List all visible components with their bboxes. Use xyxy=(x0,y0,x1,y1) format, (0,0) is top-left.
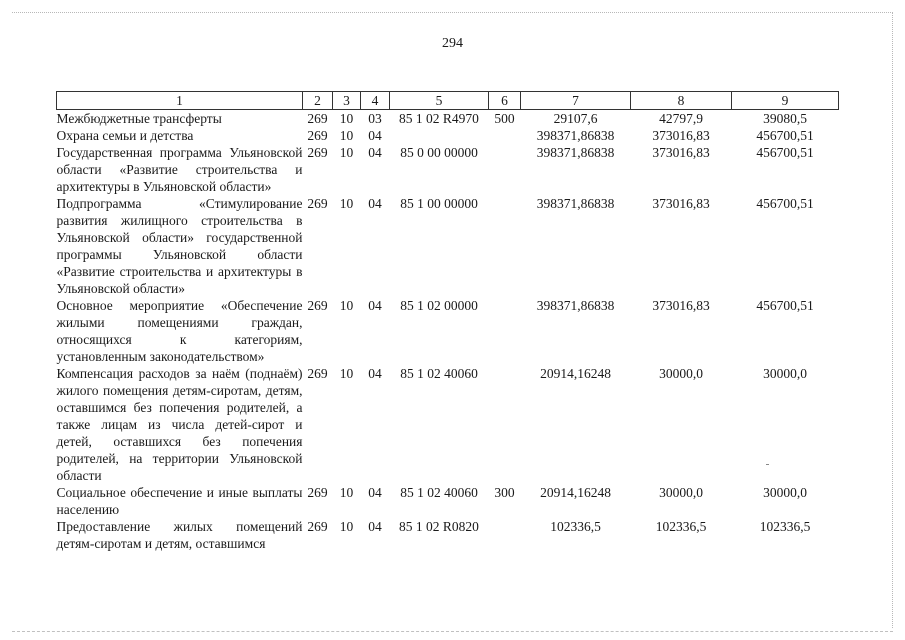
budget-table xyxy=(56,91,839,552)
scan-speck xyxy=(766,464,769,465)
column-header: 2 xyxy=(303,92,333,110)
cell-subsection: 04 xyxy=(368,519,382,534)
row-name: Межбюджетные трансферты xyxy=(56,111,222,126)
table-row xyxy=(57,127,839,144)
table-row xyxy=(57,365,839,484)
cell-sum-2: 30000,0 xyxy=(659,485,703,500)
cell-type xyxy=(489,127,521,144)
cell-sum-3: 30000,0 xyxy=(763,366,807,381)
cell-target: 85 1 02 R4970 xyxy=(399,111,479,126)
cell-type: 500 xyxy=(494,111,515,126)
row-name: Государственная программа Ульяновской области «Развитие строительства и архитектуры в Ульяновской области» xyxy=(56,145,303,194)
row-name: Компенсация расходов за наём (поднаём) жилого помещения детям-сиротам, детям, оставшимся без попечения родителей, а также лицам из числа детей-сирот и детей, оставшихся без попечения родителей, на территории Ульяновской области xyxy=(56,366,303,483)
cell-section: 10 xyxy=(339,128,354,143)
cell-admin: 269 xyxy=(307,145,328,160)
cell-sum-2: 42797,9 xyxy=(659,111,703,126)
column-header: 5 xyxy=(390,92,489,110)
cell-section: 10 xyxy=(339,111,354,126)
cell-section: 10 xyxy=(339,519,354,534)
table-row xyxy=(57,484,839,518)
cell-subsection: 04 xyxy=(368,298,382,313)
column-header: 4 xyxy=(361,92,390,110)
cell-sum-1: 29107,6 xyxy=(553,111,598,126)
cell-subsection: 04 xyxy=(368,128,382,143)
row-name: Предоставление жилых помещений детям-сиротам и детям, оставшимся xyxy=(56,519,303,551)
cell-target: 85 1 00 00000 xyxy=(400,196,478,211)
column-header: 3 xyxy=(333,92,361,110)
cell-type xyxy=(489,144,521,195)
cell-subsection: 04 xyxy=(368,366,382,381)
cell-sum-2: 373016,83 xyxy=(652,298,710,313)
cell-sum-3: 456700,51 xyxy=(756,298,814,313)
cell-type xyxy=(489,297,521,365)
row-name: Охрана семьи и детства xyxy=(56,128,194,143)
cell-sum-1: 398371,86838 xyxy=(536,128,615,143)
cell-sum-1: 398371,86838 xyxy=(536,145,615,160)
cell-subsection: 04 xyxy=(368,145,382,160)
cell-type xyxy=(489,518,521,552)
cell-target: 85 1 02 40060 xyxy=(400,485,478,500)
cell-section: 10 xyxy=(339,298,354,313)
cell-section: 10 xyxy=(339,196,354,211)
scan-edge-top xyxy=(12,12,893,13)
table-row xyxy=(57,518,839,552)
cell-subsection: 04 xyxy=(368,196,382,211)
cell-sum-3: 39080,5 xyxy=(763,111,807,126)
cell-target: 85 1 02 40060 xyxy=(400,366,478,381)
cell-sum-1: 398371,86838 xyxy=(536,196,615,211)
scan-edge-bottom xyxy=(12,631,893,632)
cell-sum-3: 30000,0 xyxy=(763,485,807,500)
cell-target: 85 1 02 R0820 xyxy=(399,519,479,534)
row-name: Социальное обеспечение и иные выплаты населению xyxy=(56,485,303,517)
table-row xyxy=(57,195,839,297)
cell-sum-1: 398371,86838 xyxy=(536,298,615,313)
row-name: Подпрограмма «Стимулирование развития жилищного строительства в Ульяновской области» государственной программы Ульяновской области «Развитие строительства и архитектуры в Ульяновской области» xyxy=(56,196,303,296)
table-row xyxy=(57,297,839,365)
cell-sum-2: 373016,83 xyxy=(652,145,710,160)
cell-sum-3: 456700,51 xyxy=(756,196,814,211)
column-header: 8 xyxy=(631,92,732,110)
column-header: 9 xyxy=(732,92,839,110)
cell-admin: 269 xyxy=(307,111,328,126)
cell-section: 10 xyxy=(339,145,354,160)
column-header: 1 xyxy=(57,92,303,110)
cell-target xyxy=(390,127,489,144)
cell-type xyxy=(489,365,521,484)
scan-edge-right xyxy=(892,12,893,628)
cell-sum-2: 30000,0 xyxy=(659,366,703,381)
table-row xyxy=(57,110,839,128)
row-name: Основное мероприятие «Обеспечение жилыми помещениями граждан, относящихся к категориям, установленным законодательством» xyxy=(56,298,303,364)
cell-sum-2: 373016,83 xyxy=(652,128,710,143)
cell-section: 10 xyxy=(339,366,354,381)
column-header: 6 xyxy=(489,92,521,110)
cell-sum-1: 20914,16248 xyxy=(540,366,611,381)
cell-admin: 269 xyxy=(307,128,328,143)
column-header: 7 xyxy=(521,92,631,110)
cell-sum-3: 102336,5 xyxy=(759,519,811,534)
table-row xyxy=(57,144,839,195)
page-number: 294 xyxy=(442,36,463,51)
cell-sum-1: 20914,16248 xyxy=(540,485,611,500)
cell-admin: 269 xyxy=(307,519,328,534)
cell-sum-1: 102336,5 xyxy=(550,519,601,534)
cell-sum-2: 102336,5 xyxy=(655,519,707,534)
cell-sum-3: 456700,51 xyxy=(756,145,814,160)
cell-target: 85 1 02 00000 xyxy=(400,298,478,313)
cell-admin: 269 xyxy=(307,485,328,500)
cell-admin: 269 xyxy=(307,196,328,211)
cell-admin: 269 xyxy=(307,298,328,313)
cell-admin: 269 xyxy=(307,366,328,381)
cell-sum-3: 456700,51 xyxy=(756,128,814,143)
cell-sum-2: 373016,83 xyxy=(652,196,710,211)
header-row xyxy=(57,92,839,110)
cell-subsection: 04 xyxy=(368,485,382,500)
cell-target: 85 0 00 00000 xyxy=(400,145,478,160)
cell-section: 10 xyxy=(339,485,354,500)
cell-subsection: 03 xyxy=(368,111,382,126)
cell-type xyxy=(489,195,521,297)
cell-type: 300 xyxy=(494,485,515,500)
